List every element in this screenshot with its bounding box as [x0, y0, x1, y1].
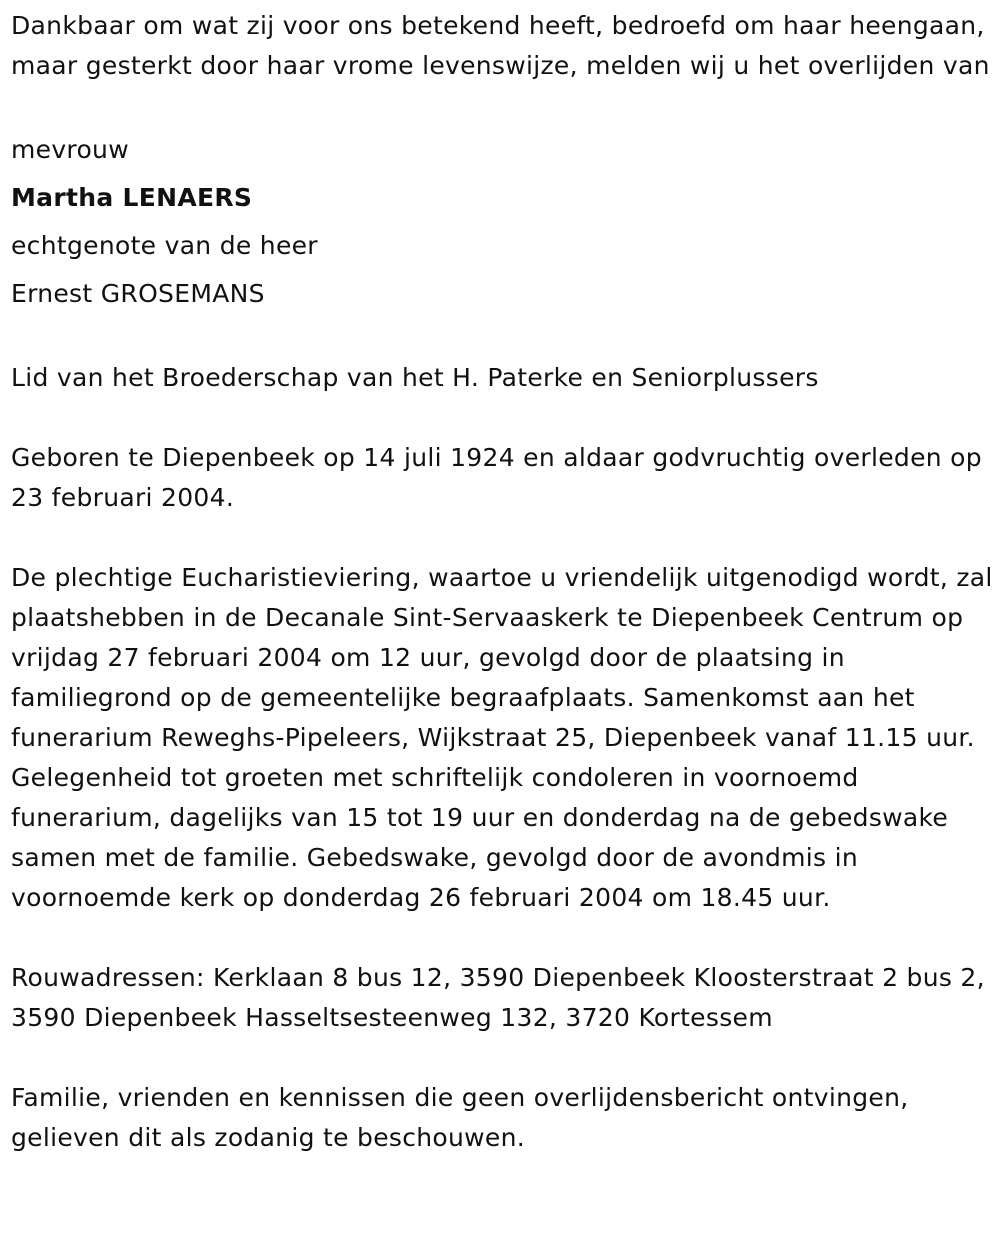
spacer [11, 918, 996, 958]
obituary-document [11, 6, 996, 1158]
spacer [11, 398, 996, 438]
spacer [11, 318, 996, 358]
birth-death-paragraph: Geboren te Diepenbeek op 14 juli 1924 en aldaar godvruchtig overleden op 23 februari 2004. [11, 443, 982, 512]
closing-paragraph: Familie, vrienden en kennissen die geen overlijdensbericht ontvingen, gelieven dit als zodanig te beschouwen. [11, 1083, 909, 1152]
spacer [11, 86, 996, 126]
ceremony-paragraph: De plechtige Eucharistieviering, waartoe u vriendelijk uitgenodigd wordt, zal plaatshebben in de Decanale Sint-Servaaskerk te Diepenbeek Centrum op vrijdag 27 februari 2004 om 12 uur, gevolgd door de plaatsing in familiegrond op de gemeentelijke begraafplaats. Samenkomst aan het funerarium Reweghs-Pipeleers, Wijkstraat 25, Diepenbeek vanaf 11.15 uur. Gelegenheid tot groeten met schriftelijk condoleren in voornoemd funerarium, dagelijks van 15 tot 19 uur en donderdag na de gebedswake samen met de familie. Gebedswake, gevolgd door de avondmis in voornoemde kerk op donderdag 26 februari 2004 om 18.45 uur. [11, 563, 993, 912]
spacer [11, 518, 996, 558]
spouse-label: echtgenote van de heer [11, 231, 318, 260]
spouse-name: Ernest GROSEMANS [11, 279, 265, 308]
mourning-addresses: Rouwadressen: Kerklaan 8 bus 12, 3590 Diepenbeek Kloosterstraat 2 bus 2, 3590 Diepenbeek Hasseltsesteenweg 132, 3720 Kortessem [11, 963, 985, 1032]
intro-paragraph: Dankbaar om wat zij voor ons betekend heeft, bedroefd om haar heengaan, maar gesterkt door haar vrome levenswijze, melden wij u het overlijden van [11, 11, 990, 80]
salutation: mevrouw [11, 135, 129, 164]
spacer [11, 1038, 996, 1078]
membership-line: Lid van het Broederschap van het H. Paterke en Seniorplussers [11, 363, 819, 392]
deceased-name: Martha LENAERS [11, 183, 253, 212]
